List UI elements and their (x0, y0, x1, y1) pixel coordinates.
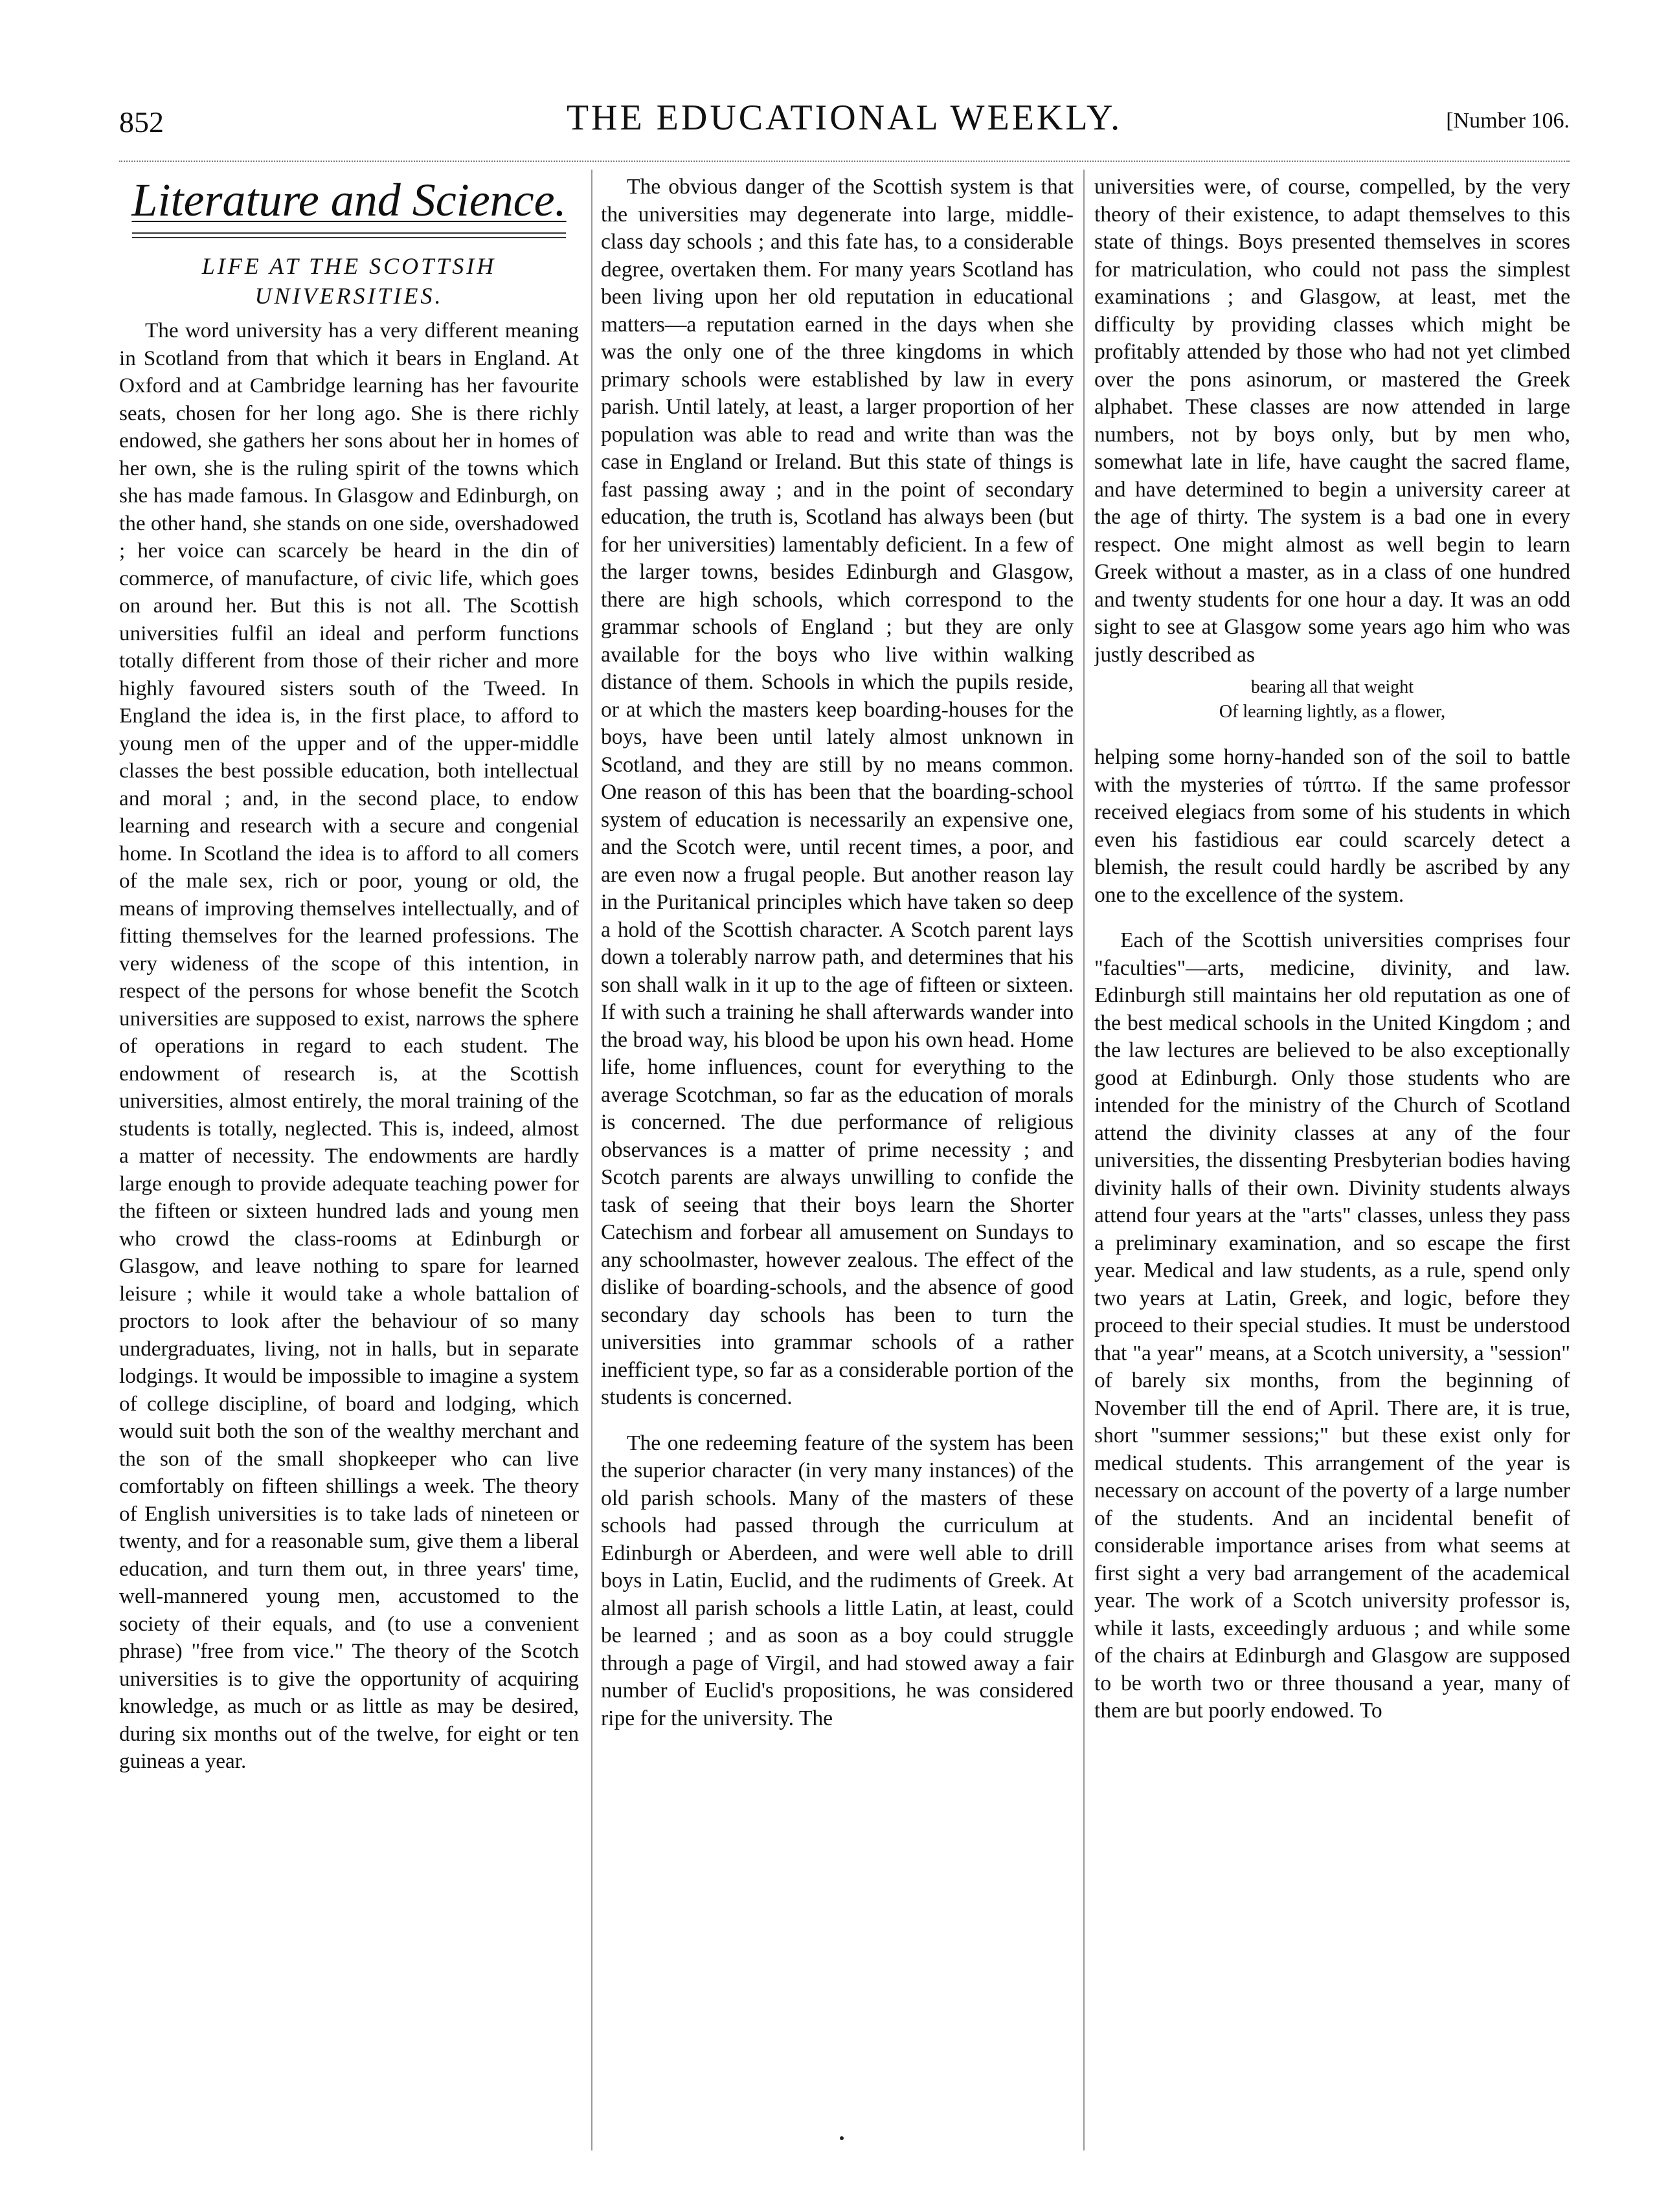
article-title: LIFE AT THE SCOTTSIH UNIVERSITIES. (201, 253, 497, 309)
section-title: Literature and Science. (131, 174, 567, 226)
issue-number: [Number 106. (1446, 109, 1570, 133)
paragraph: Each of the Scottish universities comprises four "faculties"—arts, medicine, divinity, and law. Edinburgh still maintains her old reputation as one of the best medical schools in the United Kingdom ; and the law lectures are believed to be also exceptionally good at Edinburgh. Only those students who are intended for the ministry of the Church of Scotland attend the divinity classes at any of the four universities, the dissenting Presbyterian bodies having divinity halls of their own. Divinity students always attend four years at the "arts" classes, unless they pass a preliminary examination, and so escape the first year. Medical and law students, as a rule, spend only two years at Latin, Greek, and logic, before they proceed to their special studies. It must be understood that "a year" means, at a Scotch university, a "session" of barely six months, from the beginning of November till the end of April. There are, it is true, short "summer sessions;" but these exist only for medical students. This arrangement of the year is necessary on account of the poverty of a large number of the students. And an incidental benefit of considerable importance arises from what seems at first sight a very bad arrangement of the academical year. The work of a Scotch university professor is, while it lasts, exceedingly arduous ; and while some of the chairs at Edinburgh and Glasgow are supposed to be worth two or three thousand a year, many of them are but poorly endowed. To (1094, 928, 1570, 1723)
verse-quote (1094, 675, 1570, 724)
column-1 (119, 173, 579, 2148)
column-3 (1094, 173, 1570, 2148)
journal-title: THE EDUCATIONAL WEEKLY. (566, 98, 1123, 138)
header-rule (119, 161, 1570, 162)
page-number: 852 (119, 106, 164, 139)
printer-mark (840, 2136, 844, 2140)
column-2 (601, 173, 1074, 2148)
paragraph: The word university has a very different meaning in Scotland from that which it bears in England. At Oxford and at Cambridge learning has her favourite seats, chosen for her long ago. She is there richly endowed, she gathers her sons about her in homes of her own, she is the ruling spirit of the towns which she has made famous. In Glasgow and Edinburgh, on the other hand, she stands on one side, overshadowed ; her voice can scarcely be heard in the din of commerce, of manufacture, of civic life, which goes on around her. But this is not all. The Scottish universities fulfil an ideal and perform functions totally different from those of their richer and more highly favoured sisters south of the Tweed. In England the idea is, in the first place, to afford to young men of the upper and of the upper-middle classes the best possible education, both intellectual and moral ; and, in the second place, to endow learning and research with a secure and congenial home. In Scotland the idea is to afford to all comers of the male sex, rich or poor, young or old, the means of improving themselves intellectually, and of fitting themselves for the learned professions. The very wideness of the scope of this intention, in respect of the persons for whose benefit the Scotch universities are supposed to exist, narrows the sphere of operations in regard to each student. The endowment of research is, at the Scottish universities, almost entirely, the moral training of the students is totally, neglected. This is, indeed, almost a matter of necessity. The endowments are hardly large enough to provide adequate teaching power for the fifteen or sixteen hundred lads and young men who crowd the class-rooms at Edinburgh or Glasgow, and leave nothing to spare for learned leisure ; while it would take a whole battalion of proctors to look after the behaviour of so many undergraduates, living, not in halls, but in separate lodgings. It would be impossible to imagine a system of college discipline, of board and lodging, which would suit both the son of the wealthy merchant and the son of the small shopkeeper who can live comfortably on fifteen shillings a week. The theory of English universities is to take lads of nineteen or twenty, and for a reasonable sum, give them a liberal education, and turn them out, in three years' time, well-mannered young men, accustomed to the society of their equals, and (to use a convenient phrase) "free from vice." The theory of the Scotch universities is to give the opportunity of acquiring knowledge, as much or as little as may be desired, during six months out of the twelve, for eight or ten guineas a year. (119, 318, 579, 1773)
verse-line: bearing all that weight (1250, 677, 1414, 697)
paragraph: The obvious danger of the Scottish system is that the universities may degenerate into large, middle-class day schools ; and this fate has, to a considerable degree, overtaken them. For many years Scotland has been living upon her old reputation in educational matters—a reputation earned in the days when she was the only one of the three kingdoms in which primary schools were established by law in every parish. Until lately, at least, a larger proportion of her population was able to read and write than was the case in England or Ireland. But this state of things is fast passing away ; and in the point of secondary education, the truth is, Scotland has always been (but for her universities) lamentably deficient. In a few of the larger towns, besides Edinburgh and Glasgow, there are high schools, which correspond to the grammar schools of England ; but they are only available for the boys who live within walking distance of them. Schools in which the pupils reside, or at which the masters keep boarding-houses for the boys, have been until lately almost unknown in Scotland, and they are still by no means common. One reason of this has been that the boarding-school system of education is necessarily an expensive one, and the Scotch were, until recent times, a poor, and are even now a frugal people. But another reason lay in the Puritanical principles which have taken so deep a hold of the Scottish character. A Scotch parent lays down a tolerably narrow path, and determines that his son shall walk in it up to the age of fifteen or sixteen. If with such a training he shall afterwards wander into the broad way, his blood be upon his own head. Home life, home influences, count for everything to the average Scotchman, so far as the education of morals is concerned. The due performance of religious observances is a matter of prime necessity ; and Scotch parents are always unwilling to confide the task of seeing that their boys learn the Shorter Catechism and forbear all amusement on Sundays to any schoolmaster, however zealous. The effect of the dislike of boarding-schools, and the absence of good secondary day schools has been to turn the universities into grammar schools of a rather inefficient type, so far as a considerable portion of the students is concerned. (601, 175, 1074, 1409)
column-divider (591, 170, 592, 2151)
paragraph: helping some horny-handed son of the soil to battle with the mysteries of τύπτω. If the same professor received elegiacs from some of his students in which even his fastidious ear could scarcely detect a blemish, the result could hardly be ascribed by any one to the excellence of the system. (1094, 745, 1570, 907)
page-header (119, 97, 1570, 155)
verse-line: Of learning lightly, as a flower, (1219, 702, 1446, 722)
paragraph: universities were, of course, compelled, by the very theory of their existence, to adapt themselves to this state of things. Boys presented themselves in scores for matriculation, who could not pass the simplest examinations ; and Glasgow, at least, met the difficulty by providing classes which might be profitably attended by those who had not yet climbed over the pons asinorum, or mastered the Greek alphabet. These classes are now attended in large numbers, not by boys only, but by men who, somewhat late in life, have caught the sacred flame, and have determined to begin a university career at the age of thirty. The system is a bad one in every respect. One might almost as well begin to learn Greek without a master, as in a class of one hundred and twenty students for one hour a day. It was an odd sight to see at Glasgow some years ago him who was justly described as (1094, 175, 1570, 667)
title-rule (132, 232, 566, 238)
column-divider (1083, 170, 1085, 2151)
paragraph: The one redeeming feature of the system has been the superior character (in very many instances) of the old parish schools. Many of the masters of these schools had passed through the curriculum at Edinburgh or Aberdeen, and were well able to drill boys in Latin, Euclid, and the rudiments of Greek. At almost all parish schools a little Latin, at least, could be learned ; and as soon as a boy could struggle through a page of Virgil, and had stowed away a fair number of Euclid's propositions, he was considered ripe for the university. The (601, 1431, 1074, 1730)
